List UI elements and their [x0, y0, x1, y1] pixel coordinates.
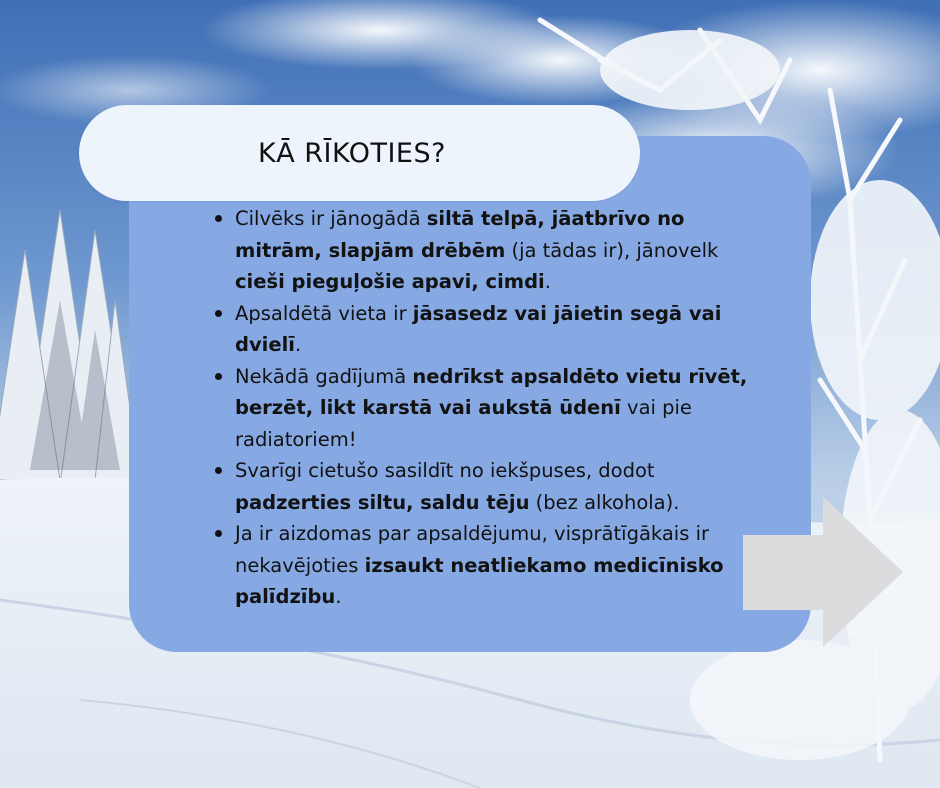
body-text: Nekādā gadījumā [235, 364, 413, 388]
body-text: vai pie radiatoriem! [235, 396, 692, 451]
list-item [213, 455, 753, 518]
title-banner [79, 105, 640, 201]
instruction-list [213, 203, 753, 613]
list-item [213, 361, 753, 456]
emphasis-text: jāsasedz vai jāietin segā vai dvielī [235, 301, 722, 356]
list-item [213, 203, 753, 298]
emphasis-text: siltā telpā, jāatbrīvo no mitrām, slapjām drēbēm [235, 207, 685, 262]
body-text: . [544, 270, 551, 293]
emphasis-text: nedrīkst apsaldēto vietu rīvēt, berzēt, likt karstā vai aukstā ūdenī [235, 364, 748, 419]
body-text: Apsaldētā vieta ir [235, 301, 413, 325]
body-text: Svarīgi cietušo sasildīt no iekšpuses, dodot [235, 459, 655, 482]
emphasis-text: padzerties siltu, saldu tēju [235, 490, 530, 514]
content-panel [129, 136, 811, 652]
body-text: (ja tādas ir), jānovelk [505, 238, 719, 262]
body-text: Cilvēks ir jānogādā [235, 207, 427, 230]
emphasis-text: cieši pieguļošie apavi, cimdi [235, 270, 545, 293]
body-text: Ja ir aizdomas par apsaldējumu, visprātīgākais ir nekavējoties [235, 522, 710, 577]
list-item [213, 518, 753, 613]
body-text: . [335, 585, 342, 608]
body-text: (bez alkohola). [529, 490, 680, 514]
list-item [213, 298, 753, 361]
emphasis-text: izsaukt neatliekamo medicīnisko palīdzību [235, 553, 724, 608]
page-title: KĀ RĪKOTIES? [258, 137, 446, 169]
arrow-right-icon[interactable] [743, 497, 903, 647]
body-text: . [294, 333, 302, 356]
